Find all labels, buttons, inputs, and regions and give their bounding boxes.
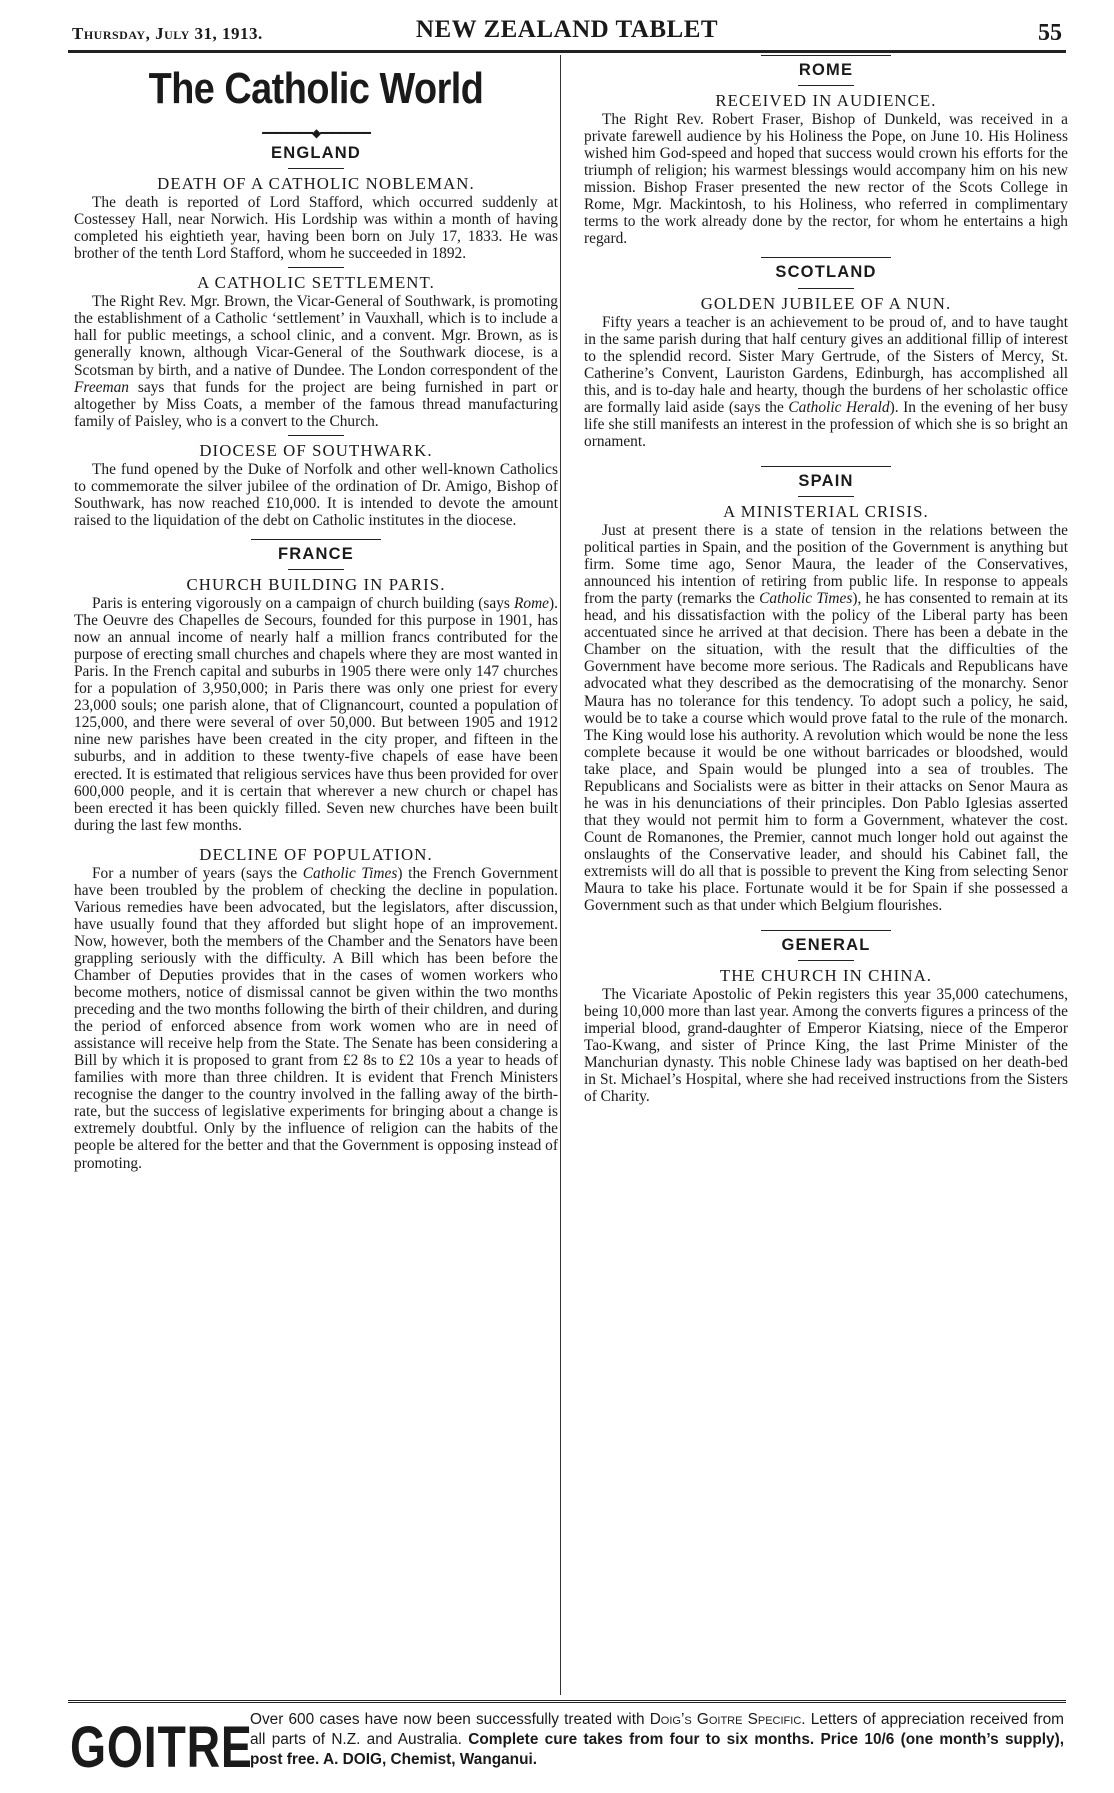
page-number: 55: [1038, 20, 1062, 46]
section-rule: [761, 55, 891, 56]
rule: [288, 267, 344, 268]
article-body-paris: Paris is entering vigorously on a campaign of church building (says Rome). The Oeuvre des Chapelles de Secours, founded for this purpose in 1901, has now an annual income of nearly half a million francs contributed for the purpose of erecting small churches and chapels where they are most wanted in Paris. In the French capital and suburbs in 1905 there were only 147 churches for a population of 3,950,000; in Paris there was only one priest for every 23,000 souls; one parish alone, that of Clignancourt, counted a population of 125,000, and there were several of over 50,000. But between 1905 and 1912 nine new parishes have been created in the city proper, and fifteen in the suburbs, and in addition to these twenty-five chapels of ease have been erected. It is estimated that religious services have thus been provided for over 600,000 people, and it is certain that wherever a new church or chapel has been erected it has been quickly filled. Seven new churches have been built during the last few months.: [74, 595, 558, 834]
section-spain: SPAIN: [798, 471, 854, 490]
goitre-advertisement: [68, 1700, 1066, 1780]
page-header: [68, 14, 1066, 44]
advert-rule: [68, 1700, 1066, 1703]
section-rule: [251, 539, 381, 540]
issue-date: Thursday, July 31, 1913.: [72, 24, 263, 43]
section-rule: [761, 930, 891, 931]
article-heading-paris: CHURCH BUILDING IN PARIS.: [186, 574, 446, 594]
section-england: ENGLAND: [271, 144, 361, 162]
article-body-nobleman: The death is reported of Lord Stafford, which occurred suddenly at Costessey Hall, near Norwich. His Lordship was within a month of having completed his eightieth year, having been born on July 17, 1833. He was brother of the tenth Lord Stafford, whom he succeeded in 1892.: [74, 194, 558, 263]
advert-headline: GOITRE: [70, 1715, 253, 1780]
section-scotland: SCOTLAND: [775, 263, 877, 282]
article-heading-crisis: A MINISTERIAL CRISIS.: [723, 501, 929, 521]
article-heading-southwark: DIOCESE OF SOUTHWARK.: [199, 440, 433, 460]
masthead: NEW ZEALAND TABLET: [415, 16, 719, 43]
section-france: FRANCE: [278, 544, 354, 563]
left-column: [74, 55, 558, 1172]
article-heading-settlement: A CATHOLIC SETTLEMENT.: [197, 273, 435, 293]
ornament-rule: ━━━━━━━━◆━━━━━━━━: [262, 126, 370, 140]
article-body-southwark: The fund opened by the Duke of Norfolk and other well-known Catholics to commemorate the silver jubilee of the ordination of Dr. Amigo, Bishop of Southwark, has now reached £10,000. It is intended to devote the amount raised to the liquidation of the debt on Catholic institutes in the diocese.: [74, 460, 558, 529]
article-body-china: The Vicariate Apostolic of Pekin registers this year 35,000 catechumens, being 10,000 more than last year. Among the converts figures a princess of the imperial blood, grand-daughter of Emperor Kiatsing, niece of the Emperor Tao-Kwang, and sister of Prince King, the last Prime Minister of the Manchurian dynasty. This noble Chinese lady was baptised on her death-bed in St. Michael’s Hospital, where she had received instructions from the Sisters of Charity.: [584, 986, 1068, 1106]
article-body-audience: The Right Rev. Robert Fraser, Bishop of Dunkeld, was received in a private farewell audience by his Holiness the Pope, on June 10. His Holiness wished him God-speed and hoped that success would crown his efforts for the triumph of religion; his warmest blessings would accompany him on his new mission. Bishop Fraser presented the new rector of the Scots College in Rome, Mgr. Mackintosh, to his Holiness, who referred in complimentary terms to the work already done by the rector, for whom he entertains a high regard.: [584, 111, 1068, 248]
article-heading-nobleman: DEATH OF A CATHOLIC NOBLEMAN.: [157, 174, 475, 194]
article-heading-china: THE CHURCH IN CHINA.: [719, 966, 933, 986]
rule: [288, 435, 344, 436]
section-rule: [761, 466, 891, 467]
header-rule: [68, 50, 1066, 53]
article-body-population: For a number of years (says the Catholic Times) the French Government have been troubled by the problem of checking the decline in population. Various remedies have been advocated, but the legislators, after discussion, have usually found that they afforded but slight hope of an improvement. Now, however, both the members of the Chamber and the Senators have been grappling seriously with the difficulty. A Bill which has been before the Chamber of Deputies provides that in the cases of women workers who become mothers, notice of dismissal cannot be given within the two months preceding and the two months following the birth of their children, and during the period of enforced absence from work women who are in need of assistance will receive help from the State. The Senate has been considering a Bill by which it is proposed to grant from £2 8s to £2 10s a year to heads of families with more than three children. It is evident that French Ministers recognise the danger to the country involved in the falling away of the birth-rate, but the success of legislative experiments for bringing about a change is extremely doubtful. Only by the influence of religion can the habits of the people be altered for the better and that the Government is opposing instead of promoting.: [74, 864, 559, 1172]
article-heading-audience: RECEIVED IN AUDIENCE.: [715, 91, 937, 111]
article-heading-population: DECLINE OF POPULATION.: [199, 844, 433, 864]
article-body-jubilee: Fifty years a teacher is an achievement to be proud of, and to have taught in the same parish during that half century gives an additional fillip of interest to the splendid record. Sister Mary Gertrude, of the Sisters of Mercy, St. Catherine’s Convent, Lauriston Gardens, Edinburgh, has accomplished all this, and is to-day hale and hearty, though the burdens of her scholastic office are formally laid aside (says the Catholic Herald). In the evening of her busy life she still manifests an interest in the profession of which she is so bright an ornament.: [584, 313, 1068, 450]
article-heading-jubilee: GOLDEN JUBILEE OF A NUN.: [700, 293, 952, 313]
rule: [798, 288, 854, 289]
article-body-crisis: Just at present there is a state of tension in the relations between the political parties in Spain, and the position of the Government is anything but firm. Some time ago, Senor Maura, the leader of the Conservatives, announced his intention of retiring from public life. In response to appeals from the party (remarks the Catholic Times), he has consented to remain at its head, and his dissatisfaction with the policy of the Liberal party has been accentuated since he arrived at that decision. There has been a debate in the Chamber on the situation, with the result that the difficulties of the Government have become more serious. The Radicals and Republicans have advocated what they described as the democratising of the monarchy. Senor Maura has no tolerance for this tendency. To adopt such a policy, he said, would be to take a course which would prove fatal to the rule of the monarch. The King would lose his authority. A revolution which would be none the less complete because it would be one without barricades or bloodshed, would take place, and Spain would be plunged into a sea of troubles. The Republicans and Socialists were as bitter in their attacks on Senor Maura as he was in his denunciations of their principles. Don Pablo Iglesias asserted that they would not permit him to form a Government, whatever the cost. Count de Romanones, the Premier, cannot much longer hold out against the onslaughts of the Conservative leader, and should his Cabinet fall, the extremists will do all that is possible to prevent the King from selecting Senor Maura to take his place. Fortunate would it be for Spain if she possessed a Government such as that under which Belgium flourishes.: [584, 522, 1069, 915]
article-body-settlement: The Right Rev. Mgr. Brown, the Vicar-General of Southwark, is promoting the establishment of a Catholic ‘settlement’ in Vauxhall, which is to include a hall for public meetings, a school clinic, and a convent. Mgr. Brown, as is generally known, although Vicar-General of the Southwark diocese, is a Scotsman by birth, and a native of Dundee. The London correspondent of the Freeman says that funds for the project are being furnished in part or altogether by Miss Coats, a member of the famous thread manufacturing family of Paisley, who is a convert to the Church.: [74, 293, 558, 430]
right-column: [584, 55, 1068, 1106]
column-divider: [560, 55, 561, 1695]
section-rome: ROME: [798, 61, 854, 79]
section-rule: [761, 257, 891, 258]
rule: [798, 85, 854, 86]
page-title: The Catholic World: [148, 64, 484, 113]
section-general: GENERAL: [781, 936, 871, 955]
advert-text: Over 600 cases have now been successfully treated with Doig’s Goitre Specific. Letters of appreciation received from all parts of N.Z. and Australia. Complete cure takes from four to six months. Price 10/6 (one month’s supply), post free. A. DOIG, Chemist, Wanganui.: [250, 1711, 1064, 1768]
rule: [288, 168, 344, 169]
rule: [798, 960, 854, 961]
rule: [288, 569, 344, 570]
rule: [798, 496, 854, 497]
